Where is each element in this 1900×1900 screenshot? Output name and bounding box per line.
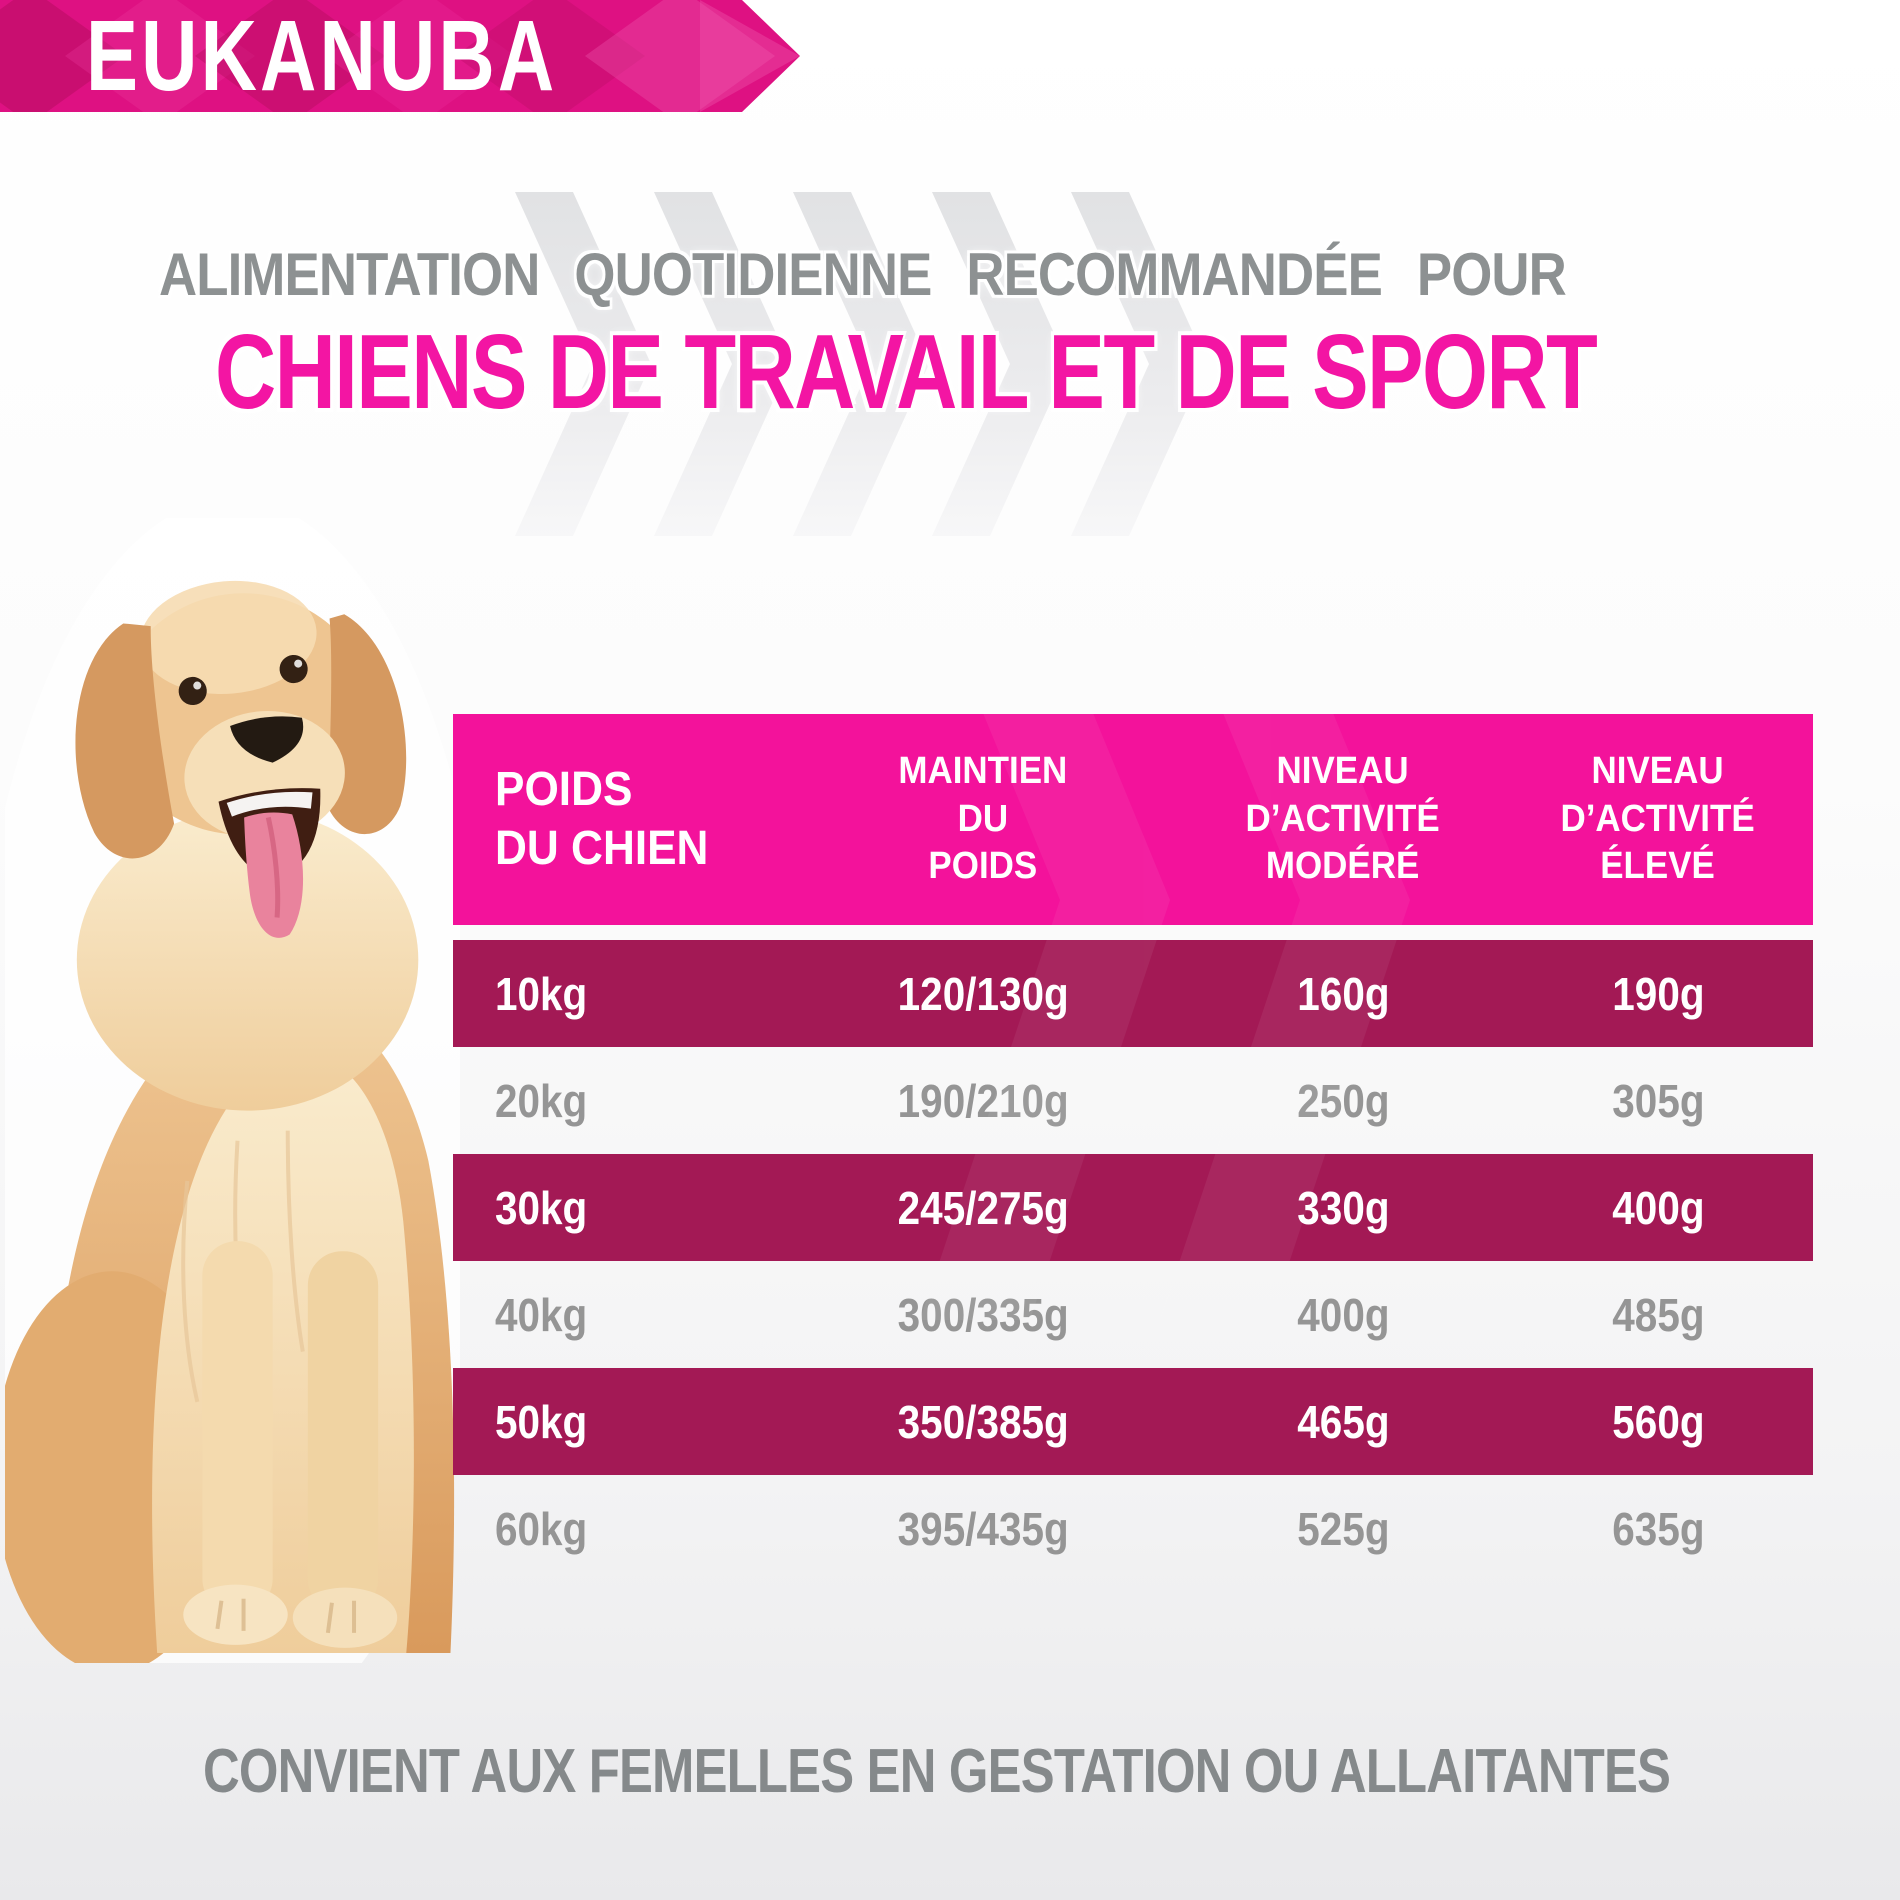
subtitle: ALIMENTATION QUOTIDIENNE RECOMMANDÉE POUR	[159, 241, 1566, 308]
table-row-60kg: 60kg 395/435g 525g 635g	[495, 1502, 1705, 1555]
table-row-30kg: 30kg 245/275g 330g 400g	[453, 1154, 1813, 1261]
brand-logo: EUKANUBA	[86, 0, 558, 112]
table-row-10kg: 10kg 120/130g 160g 190g	[453, 940, 1813, 1047]
table-body	[453, 940, 1813, 1582]
column-header-activite-elevee: NIVEAU D’ACTIVITÉ ÉLEVÉ	[1560, 749, 1756, 888]
footer-note: CONVIENT AUX FEMELLES EN GESTATION OU ALLAITANTES	[203, 1737, 1671, 1806]
brand-banner	[0, 0, 800, 112]
table-row-40kg: 40kg 300/335g 400g 485g	[495, 1288, 1705, 1341]
page-title: CHIENS DE TRAVAIL ET DE SPORT	[215, 313, 1597, 431]
table-header-row	[453, 714, 1813, 925]
title-block	[75, 240, 1597, 431]
golden-retriever-illustration	[5, 518, 460, 1663]
table-row-20kg: 20kg 190/210g 250g 305g	[495, 1074, 1705, 1127]
column-header-activite-moderee: NIVEAU D’ACTIVITÉ MODÉRÉ	[1245, 749, 1441, 888]
table-row-50kg: 50kg 350/385g 465g 560g	[453, 1368, 1813, 1475]
column-header-poids-du-chien: POIDS DU CHIEN	[495, 762, 709, 875]
feeding-table	[453, 714, 1813, 1582]
column-header-maintien-du-poids: MAINTIEN DU POIDS	[898, 749, 1068, 888]
